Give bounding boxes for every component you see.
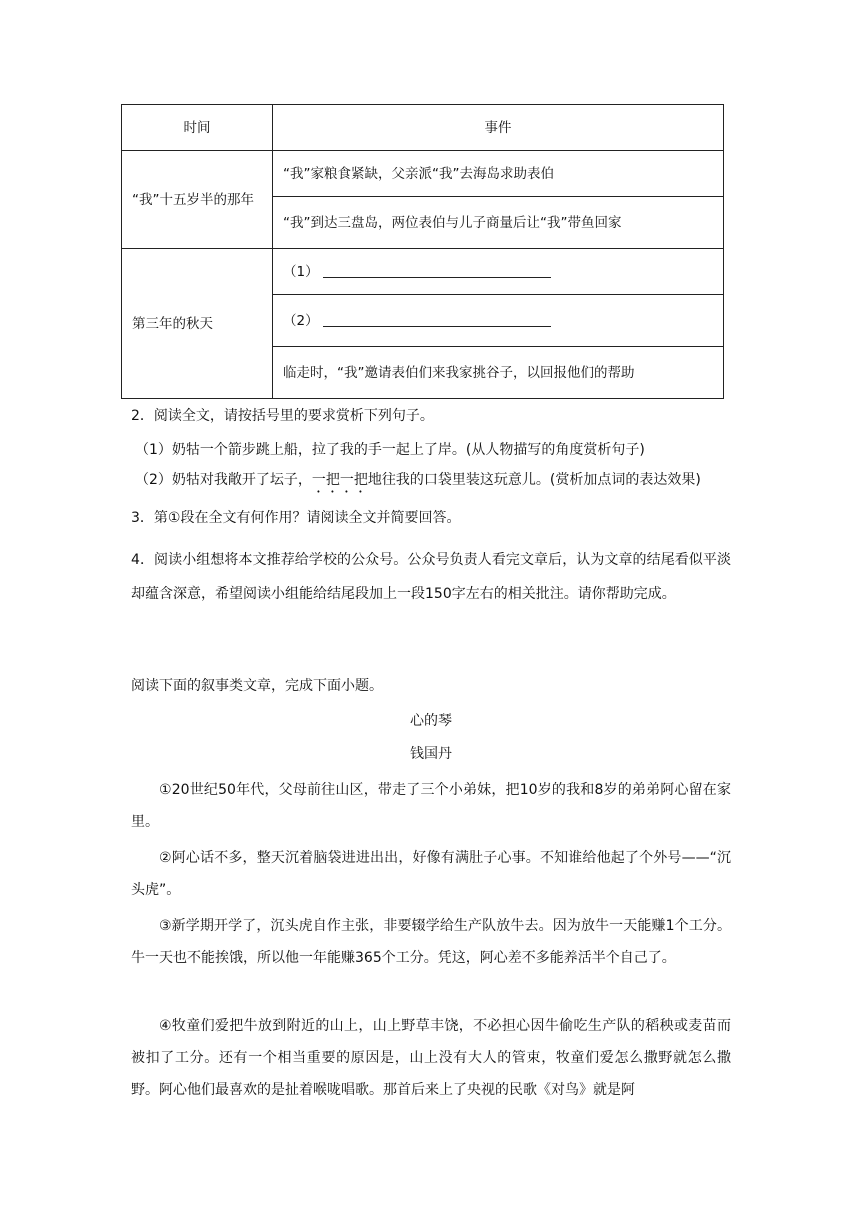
question-2-1: （1）奶牯一个箭步跳上船，拉了我的手一起上了岸。(从人物描写的角度赏析句子) xyxy=(135,442,645,458)
question-2-2-post: 地往我的口袋里装这玩意儿。(赏析加点词的表达效果) xyxy=(367,472,701,488)
article-title: 心的琴 xyxy=(410,713,452,729)
event-cell: 临走时，“我”邀请表伯们来我家挑谷子，以回报他们的帮助 xyxy=(273,347,724,399)
article-paragraph-2: ②阿心话不多，整天沉着脑袋进进出出，好像有满肚子心事。不知谁给他起了个外号——“沉头虎”。 xyxy=(131,850,731,898)
header-event: 事件 xyxy=(273,105,724,151)
dotted-word: 一把一把 xyxy=(311,472,368,488)
table-header-row xyxy=(122,105,724,151)
question-2-2-pre: （2）奶牯对我敞开了坛子， xyxy=(135,472,312,488)
answer-blank-2[interactable] xyxy=(323,312,551,327)
article-paragraph-1: ①20世纪50年代，父母前往山区，带走了三个小弟妹，把10岁的我和8岁的弟弟阿心留在家里。 xyxy=(131,782,731,830)
table-row xyxy=(122,249,724,295)
event-cell: “我”到达三盘岛，两位表伯与儿子商量后让“我”带鱼回家 xyxy=(273,197,724,249)
blank-cell-2 xyxy=(273,295,724,347)
question-2-2 xyxy=(135,470,741,496)
article-paragraph-4: ④牧童们爱把牛放到附近的山上，山上野草丰饶，不必担心因牛偷吃生产队的稻秧或麦苗而被扣了工分。还有一个相当重要的原因是，山上没有大人的管束，牧童们爱怎么撒野就怎么撒野。阿心他们最喜欢的是扯着喉咙唱歌。那首后来上了央视的民歌《对鸟》就是阿 xyxy=(131,1018,731,1098)
reading-intro: 阅读下面的叙事类文章，完成下面小题。 xyxy=(131,678,383,694)
question-2: 2．阅读全文，请按括号里的要求赏析下列句子。 xyxy=(131,408,434,424)
blank-label-2: （2） xyxy=(283,312,319,329)
answer-blank-1[interactable] xyxy=(323,263,551,278)
event-cell: “我”家粮食紧缺，父亲派“我”去海岛求助表伯 xyxy=(273,151,724,197)
blank-label-1: （1） xyxy=(283,263,319,280)
header-time: 时间 xyxy=(122,105,273,151)
question-4: 4．阅读小组想将本文推荐给学校的公众号。公众号负责人看完文章后，认为文章的结尾看似平淡却蕴含深意，希望阅读小组能给结尾段加上一段150字左右的相关批注。请你帮助完成。 xyxy=(131,552,731,602)
time-cell-1: “我”十五岁半的那年 xyxy=(122,151,273,249)
question-3: 3．第①段在全文有何作用？请阅读全文并简要回答。 xyxy=(131,510,461,526)
article-author: 钱国丹 xyxy=(410,746,452,762)
article-paragraph-3: ③新学期开学了，沉头虎自作主张，非要辍学给生产队放牛去。因为放牛一天能赚1个工分。牛一天也不能挨饿，所以他一年能赚365个工分。凭这，阿心差不多能养活半个自己了。 xyxy=(131,918,731,966)
events-table xyxy=(121,104,724,399)
table-row xyxy=(122,151,724,197)
blank-cell-1 xyxy=(273,249,724,295)
time-cell-2: 第三年的秋天 xyxy=(122,249,273,399)
